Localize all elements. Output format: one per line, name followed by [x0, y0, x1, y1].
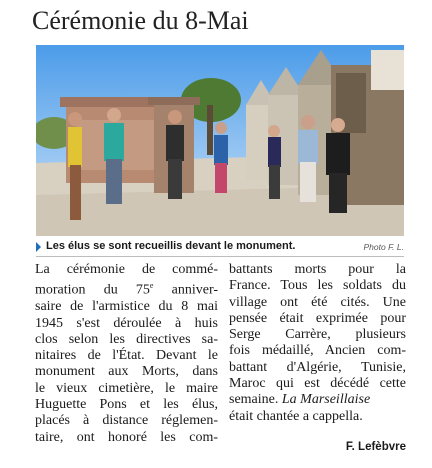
article-column-left [35, 262, 218, 446]
anthem-title: La Marseillaise [281, 392, 371, 408]
body-text: moration du 75 [35, 282, 150, 298]
body-line [229, 392, 406, 408]
article-column-right [229, 262, 406, 425]
body-line [35, 278, 218, 299]
body-line: Huguette Pons et les élus, [35, 397, 218, 413]
body-line: Serge Carrère, plusieurs [229, 327, 406, 343]
body-line: saire de l'armistice du 8 mai [35, 299, 218, 315]
author-signature: F. Lefèbvre [345, 441, 406, 453]
caption-text: Les élus se sont recueillis devant le monument. [46, 240, 296, 252]
body-line: pensée était exprimée pour [229, 310, 406, 326]
ordinal-suffix: e [149, 281, 154, 291]
body-line: 1945 s'est déroulée à huis [35, 315, 218, 331]
body-line: nitaires de l'État. Devant le [35, 348, 218, 364]
body-line: taire, ont honoré les com- [35, 429, 218, 445]
body-line: village ont été cités. Une [229, 294, 406, 310]
article-photo [36, 45, 404, 236]
body-line: placés à distance réglemen- [35, 413, 218, 429]
body-line: clos selon les directives sa- [35, 331, 218, 347]
body-line: battant d'Algérie, Tunisie, [229, 359, 406, 375]
caption-arrow-icon [36, 242, 41, 252]
body-text: semaine. [229, 392, 279, 408]
body-line: le vieux cimetière, le maire [35, 380, 218, 396]
body-line: monument aux Morts, dans [35, 364, 218, 380]
cemetery-photo-illustration [36, 45, 404, 236]
photo-caption [36, 238, 404, 257]
body-line: fois médaillé, Ancien com- [229, 343, 406, 359]
article-headline: Cérémonie du 8-Mai [32, 6, 249, 35]
photo-credit: Photo F. L. [363, 242, 404, 252]
body-line: Maroc qui est décédé cette [229, 376, 406, 392]
body-text: anniver- [153, 282, 218, 298]
body-line: France. Tous les soldats du [229, 278, 406, 294]
body-line: La cérémonie de commé- [35, 262, 218, 277]
body-line: battants morts pour la [229, 262, 406, 277]
body-line: était chantée a cappella. [229, 408, 363, 424]
